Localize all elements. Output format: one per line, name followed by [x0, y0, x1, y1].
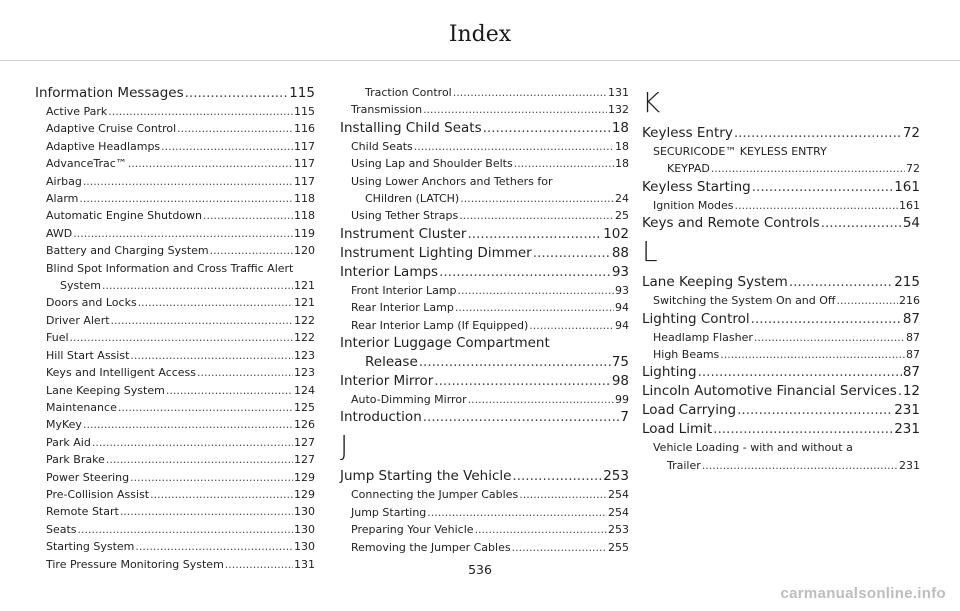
index-entry [642, 363, 920, 382]
entry-page-number: 124 [294, 383, 315, 397]
index-entry [340, 372, 629, 391]
index-subentry [340, 155, 629, 172]
index-subentry [642, 160, 920, 177]
entry-label: Lane Keeping System [46, 383, 165, 397]
entry-label: Keyless Starting [642, 178, 751, 195]
index-subentry [35, 503, 315, 520]
entry-page-number: 125 [294, 400, 315, 414]
entry-page-number: 75 [611, 354, 629, 371]
entry-page-number: 18 [611, 119, 629, 136]
dot-leader [519, 486, 607, 503]
entry-page-number: 25 [615, 209, 629, 223]
entry-label: Trailer [667, 458, 701, 472]
index-entry [35, 84, 315, 103]
entry-label: Automatic Engine Shutdown [46, 209, 203, 223]
entry-page-number: 130 [294, 522, 315, 536]
index-subentry [340, 504, 629, 521]
entry-label: AWD [46, 226, 73, 240]
index-entry-text: Blind Spot Information and Cross Traffic Alert [46, 261, 294, 275]
index-subentry [35, 399, 315, 416]
index-subentry [35, 451, 315, 468]
dot-leader [533, 244, 611, 263]
dot-leader [458, 282, 614, 299]
entry-label: Lincoln Automotive Financial Services [642, 383, 897, 400]
dot-leader [83, 173, 293, 190]
dot-leader [455, 299, 614, 316]
dot-leader [111, 312, 293, 329]
dot-leader [203, 207, 293, 224]
entry-page-number: 123 [294, 348, 315, 362]
entry-page-number: 99 [615, 393, 629, 407]
entry-page-number: 126 [294, 418, 315, 432]
entry-page-number: 117 [294, 174, 315, 188]
entry-page-number: 18 [615, 157, 629, 171]
dot-leader [423, 101, 607, 118]
entry-page-number: 117 [294, 139, 315, 153]
index-entry [642, 214, 920, 233]
index-letter-heading: L [642, 235, 658, 269]
index-subentry [340, 207, 629, 224]
watermark: carmanualsonline.info [780, 585, 946, 602]
dot-leader [150, 486, 293, 503]
entry-page-number: 122 [294, 331, 315, 345]
index-subentry [35, 364, 315, 381]
index-entry [340, 244, 629, 263]
index-entry-text: Vehicle Loading - with and without a [653, 441, 853, 455]
entry-label: Front Interior Lamp [351, 283, 457, 297]
entry-label: Active Park [46, 105, 108, 118]
index-subentry [340, 101, 629, 118]
index-subentry [340, 486, 629, 503]
entry-label: Interior Lamps [340, 263, 439, 280]
dot-leader [898, 382, 902, 401]
index-subentry [340, 84, 629, 101]
index-subentry [642, 197, 920, 214]
index-subentry [35, 155, 315, 172]
entry-label: Driver Alert [46, 313, 110, 327]
index-letter-heading: K [642, 86, 661, 119]
entry-page-number: 93 [615, 283, 629, 297]
entry-label: Adaptive Cruise Control [46, 122, 177, 136]
dot-leader [434, 372, 610, 391]
index-subentry [642, 457, 920, 474]
index-subentry [35, 434, 315, 451]
entry-page-number: 130 [294, 505, 315, 519]
dot-leader [70, 329, 293, 346]
dot-leader [120, 503, 293, 520]
entry-page-number: 72 [906, 162, 920, 176]
dot-leader [713, 420, 893, 439]
entry-label: Jump Starting [351, 505, 427, 519]
entry-label: Load Carrying [642, 402, 737, 419]
entry-label: Installing Child Seats [340, 119, 482, 136]
entry-label: Lighting [642, 364, 697, 381]
index-letter-heading: J [340, 429, 349, 463]
entry-page-number: 118 [294, 192, 315, 206]
index-entry-text: SECURICODE™ KEYLESS ENTRY [653, 145, 827, 158]
index-subentry [340, 539, 629, 556]
entry-label: Keys and Remote Controls [642, 215, 820, 232]
index-column-3 [642, 84, 920, 474]
entry-page-number: 119 [294, 226, 315, 240]
entry-page-number: 121 [294, 279, 315, 293]
entry-label: AdvanceTrac™ [46, 157, 127, 171]
entry-label: Jump Starting the Vehicle [340, 468, 512, 485]
entry-page-number: 253 [603, 468, 629, 485]
dot-leader [130, 347, 293, 364]
dot-leader [789, 273, 893, 292]
index-entry [340, 225, 629, 244]
entry-page-number: 72 [902, 125, 920, 141]
entry-label: Park Aid [46, 435, 91, 449]
dot-leader [514, 155, 614, 172]
index-subentry [340, 521, 629, 538]
index-entry [642, 420, 920, 439]
dot-leader [197, 364, 293, 381]
dot-leader [734, 124, 902, 143]
entry-label: Airbag [46, 174, 82, 188]
index-subentry [35, 138, 315, 155]
entry-page-number: 18 [615, 139, 629, 153]
entry-page-number: 255 [608, 540, 629, 554]
dot-leader [210, 242, 293, 259]
index-entry [642, 382, 920, 401]
dot-leader [128, 155, 293, 172]
entry-page-number: 127 [294, 435, 315, 449]
entry-label: Maintenance [46, 400, 117, 414]
index-entry [642, 124, 920, 143]
entry-page-number: 122 [294, 313, 315, 327]
index-subentry [340, 190, 629, 207]
entry-page-number: 216 [899, 294, 920, 308]
entry-page-number: 118 [294, 209, 315, 223]
entry-page-number: 161 [894, 178, 920, 195]
dot-leader [414, 138, 614, 155]
entry-page-number: 117 [294, 157, 315, 171]
entry-page-number: 254 [608, 505, 629, 519]
entry-label: Introduction [340, 409, 422, 426]
entry-label: Remote Start [46, 505, 119, 519]
entry-page-number: 12 [902, 383, 921, 400]
dot-leader [83, 416, 293, 433]
dot-leader [427, 504, 607, 521]
index-subentry [35, 120, 315, 137]
entry-page-number: 94 [615, 318, 629, 332]
dot-leader [102, 277, 293, 294]
dot-leader [698, 363, 902, 382]
entry-label: Headlamp Flasher [653, 330, 753, 344]
dot-leader [735, 197, 898, 214]
entry-page-number: 94 [615, 301, 629, 315]
dot-leader [79, 190, 293, 207]
index-subentry [642, 329, 920, 346]
entry-page-number: 87 [906, 330, 920, 344]
entry-label: Ignition Modes [653, 198, 734, 212]
index-subentry [35, 225, 315, 242]
dot-leader [130, 469, 293, 486]
index-subentry [35, 103, 315, 120]
entry-label: Seats [46, 522, 77, 536]
dot-leader [453, 84, 607, 101]
index-subentry [35, 294, 315, 311]
entry-label: Tire Pressure Monitoring System [46, 557, 224, 571]
dot-leader [185, 84, 289, 103]
entry-page-number: 161 [899, 198, 920, 212]
entry-page-number: 129 [294, 487, 315, 501]
dot-leader [73, 225, 293, 242]
entry-page-number: 102 [603, 225, 629, 242]
dot-leader [166, 382, 293, 399]
dot-leader [135, 538, 293, 555]
entry-page-number: 54 [902, 215, 920, 232]
entry-page-number: 129 [294, 470, 315, 484]
index-entry [340, 467, 629, 486]
entry-label: Using Lap and Shoulder Belts [351, 157, 513, 171]
index-subentry [340, 299, 629, 316]
index-entry [340, 263, 629, 282]
dot-leader [177, 120, 293, 137]
entry-label: Interior Mirror [340, 373, 434, 390]
entry-page-number: 231 [894, 421, 920, 438]
entry-label: Child Seats [351, 139, 413, 153]
page-number: 536 [468, 562, 492, 577]
dot-leader [106, 451, 293, 468]
index-entry [340, 119, 629, 138]
index-subentry [340, 282, 629, 299]
entry-page-number: 231 [894, 402, 920, 419]
entry-label: Lighting Control [642, 310, 750, 327]
page-title: Index [448, 22, 512, 47]
index-subentry [35, 486, 315, 503]
entry-label: Using Tether Straps [351, 209, 459, 223]
index-subentry [35, 469, 315, 486]
dot-leader [460, 190, 614, 207]
entry-label: Information Messages [35, 85, 184, 101]
entry-page-number: 116 [294, 122, 315, 136]
entry-page-number: 88 [611, 244, 629, 261]
entry-page-number: 115 [294, 105, 315, 118]
dot-leader [108, 103, 293, 120]
entry-label: Park Brake [46, 453, 105, 467]
index-subentry [642, 292, 920, 309]
index-subentry [35, 382, 315, 399]
entry-page-number: 120 [294, 244, 315, 258]
dot-leader [752, 178, 893, 197]
index-entry [642, 401, 920, 420]
index-subentry [35, 538, 315, 555]
entry-label: Instrument Cluster [340, 225, 467, 242]
index-subentry [35, 207, 315, 224]
entry-label: Rear Interior Lamp (If Equipped) [351, 318, 529, 332]
entry-label: Release [365, 354, 418, 371]
entry-label: Removing the Jumper Cables [351, 540, 511, 554]
entry-label: Instrument Lighting Dimmer [340, 244, 532, 261]
index-subentry [35, 312, 315, 329]
dot-leader [138, 294, 293, 311]
entry-page-number: 215 [894, 274, 920, 291]
entry-page-number: 132 [608, 103, 629, 117]
entry-page-number: 87 [906, 348, 920, 362]
entry-page-number: 87 [902, 364, 920, 381]
entry-page-number: 87 [902, 310, 920, 327]
entry-page-number: 254 [608, 488, 629, 502]
index-entry [340, 408, 629, 427]
entry-page-number: 131 [294, 557, 315, 571]
index-column-2 [340, 84, 629, 556]
entry-label: System [60, 279, 102, 293]
dot-leader [483, 119, 611, 138]
entry-label: KEYPAD [667, 162, 710, 176]
entry-label: Rear Interior Lamp [351, 301, 454, 315]
index-subentry [340, 391, 629, 408]
entry-label: Load Limit [642, 421, 713, 438]
dot-leader [475, 521, 607, 538]
dot-leader [78, 521, 293, 538]
dot-leader [512, 539, 607, 556]
dot-leader [118, 399, 293, 416]
index-subentry [35, 329, 315, 346]
index-entry [642, 310, 920, 329]
index-subentry [35, 242, 315, 259]
dot-leader [467, 225, 602, 244]
index-entry [642, 178, 920, 197]
index-entry [340, 353, 629, 372]
entry-label: Adaptive Headlamps [46, 139, 161, 153]
entry-label: Preparing Your Vehicle [351, 523, 474, 537]
index-subentry [340, 138, 629, 155]
entry-label: MyKey [46, 418, 82, 432]
entry-label: Connecting the Jumper Cables [351, 488, 519, 502]
entry-label: Auto-Dimming Mirror [351, 393, 467, 407]
entry-label: Starting System [46, 540, 135, 554]
entry-label: Fuel [46, 331, 69, 345]
index-subentry [340, 317, 629, 334]
index-entry-text: Interior Luggage Compartment [340, 335, 550, 352]
entry-page-number: 130 [294, 540, 315, 554]
entry-label: CHildren (LATCH) [365, 192, 460, 206]
entry-page-number: 98 [611, 373, 629, 390]
index-entry-text: Using Lower Anchors and Tethers for [351, 174, 553, 188]
entry-page-number: 127 [294, 453, 315, 467]
entry-page-number: 131 [608, 86, 629, 99]
entry-label: Battery and Charging System [46, 244, 209, 258]
index-column-1 [35, 84, 315, 573]
dot-leader [459, 207, 614, 224]
entry-label: Hill Start Assist [46, 348, 130, 362]
entry-page-number: 123 [294, 366, 315, 380]
index-subentry [35, 416, 315, 433]
dot-leader [92, 434, 293, 451]
entry-label: Keys and Intelligent Access [46, 366, 197, 380]
dot-leader [468, 391, 614, 408]
entry-page-number: 253 [608, 523, 629, 537]
dot-leader [512, 467, 602, 486]
dot-leader [737, 401, 893, 420]
index-subentry [642, 346, 920, 363]
entry-page-number: 24 [615, 192, 629, 206]
index-subentry [35, 521, 315, 538]
entry-label: Alarm [46, 192, 79, 206]
entry-label: Keyless Entry [642, 125, 733, 141]
dot-leader [529, 317, 614, 334]
entry-label: Transmission [351, 103, 423, 117]
entry-label: Doors and Locks [46, 296, 137, 310]
entry-label: Switching the System On and Off [653, 294, 836, 308]
entry-label: High Beams [653, 348, 720, 362]
index-subentry [35, 277, 315, 294]
dot-leader [821, 214, 902, 233]
index-subentry [35, 347, 315, 364]
entry-label: Power Steering [46, 470, 130, 484]
entry-label: Pre-Collision Assist [46, 487, 150, 501]
entry-page-number: 231 [899, 458, 920, 472]
dot-leader [702, 457, 898, 474]
index-subentry [35, 173, 315, 190]
entry-label: Traction Control [365, 86, 452, 99]
dot-leader [720, 346, 905, 363]
entry-page-number: 93 [611, 263, 629, 280]
dot-leader [754, 329, 905, 346]
index-subentry [35, 190, 315, 207]
dot-leader [439, 263, 611, 282]
dot-leader [423, 408, 620, 427]
dot-leader [837, 292, 899, 309]
dot-leader [711, 160, 905, 177]
entry-page-number: 121 [294, 296, 315, 310]
entry-page-number: 115 [289, 85, 315, 101]
entry-page-number: 7 [620, 409, 629, 426]
dot-leader [161, 138, 293, 155]
dot-leader [419, 353, 611, 372]
dot-leader [751, 310, 902, 329]
index-entry [642, 273, 920, 292]
entry-label: Lane Keeping System [642, 274, 788, 291]
title-divider [0, 60, 960, 61]
